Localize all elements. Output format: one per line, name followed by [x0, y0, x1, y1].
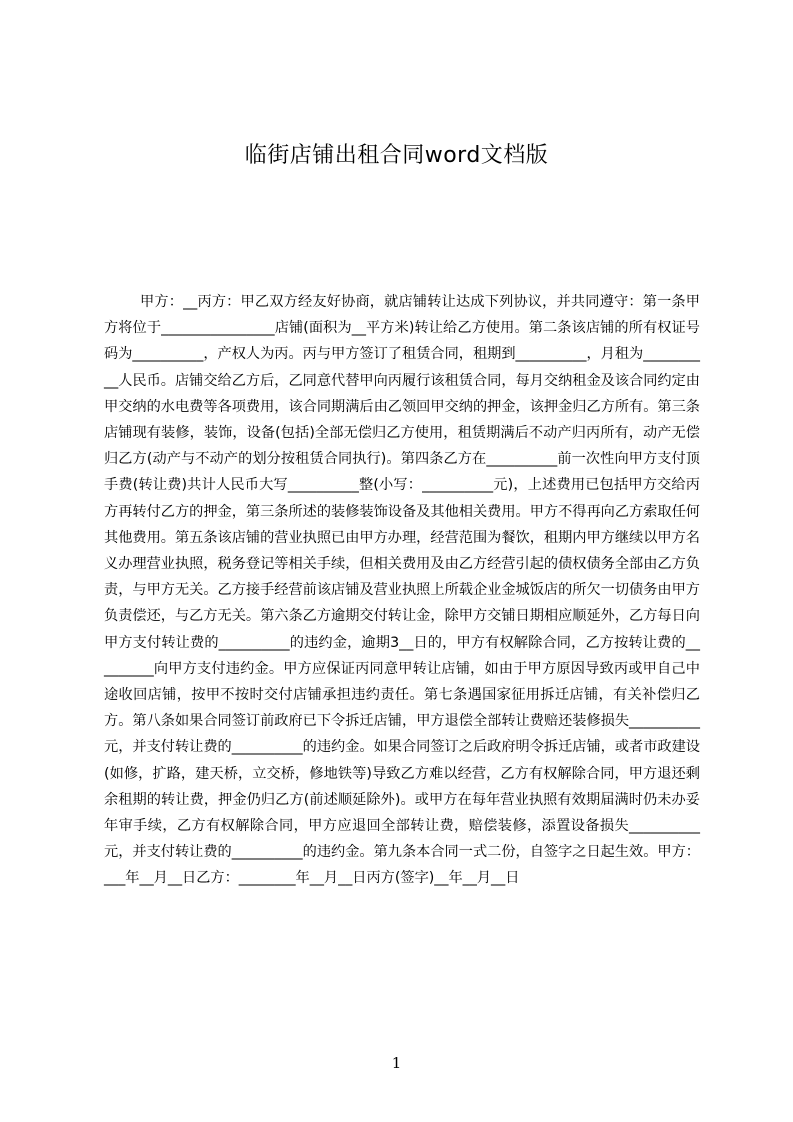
- document-title: 临街店铺出租合同word文档版: [244, 143, 549, 168]
- page-number: 1: [391, 1054, 402, 1072]
- contract-body-paragraph: 甲方：__丙方：甲乙双方经友好协商，就店铺转让达成下列协议，并共同遵守：第一条甲方将位于________________店铺(面积为__平方米)转让给乙方使用。第二条该店铺的所有权证号码为__________，产权人为丙。丙与甲方签订了租赁合同，租期到__________，月租为__________人民币。店铺交给乙方后，乙同意代替甲向丙履行该租赁合同，每月交纳租金及该合同约定由甲交纳的水电费等各项费用，该合同期满后由乙领回甲交纳的押金，该押金归乙方所有。第三条店铺现有装修，装饰，设备(包括)全部无偿归乙方使用，租赁期满后不动产归丙所有，动产无偿归乙方(动产与不动产的划分按租赁合同执行)。第四条乙方在__________前一次性向甲方支付顶手费(转让费)共计人民币大写__________整(小写：__________元)，上述费用已包括甲方交给丙方再转付乙方的押金，第三条所述的装修装饰设备及其他相关费用。甲方不得再向乙方索取任何其他费用。第五条该店铺的营业执照已由甲方办理，经营范围为餐饮，租期内甲方继续以甲方名义办理营业执照，税务登记等相关手续，但相关费用及由乙方经营引起的债权债务全部由乙方负责，与甲方无关。乙方接手经营前该店铺及营业执照上所载企业金城饭店的所欠一切债务由甲方负责偿还，与乙方无关。第六条乙方逾期交付转让金，除甲方交铺日期相应顺延外，乙方每日向甲方支付转让费的__________的违约金，逾期3__日的，甲方有权解除合同，乙方按转让费的_________向甲方支付违约金。甲方应保证丙同意甲转让店铺，如由于甲方原因导致丙或甲自己中途收回店铺，按甲不按时交付店铺承担违约责任。第七条遇国家征用拆迁店铺，有关补偿归乙方。第八条如果合同签订前政府已下令拆迁店铺，甲方退偿全部转让费赔还装修损失__________元，并支付转让费的__________的违约金。如果合同签订之后政府明令拆迁店铺，或者市政建设(如修，扩路，建天桥，立交桥，修地铁等)导致乙方难以经营，乙方有权解除合同，甲方退还剩余租期的转让费，押金仍归乙方(前述顺延除外)。或甲方在每年营业执照有效期届满时仍未办妥年审手续，乙方有权解除合同，甲方应退回全部转让费，赔偿装修，添置设备损失__________元，并支付转让费的__________的违约金。第九条本合同一式二份，自签字之日起生效。甲方：___年__月__日乙方：________年__月__日丙方(签字)__年__月__日: [104, 294, 700, 887]
